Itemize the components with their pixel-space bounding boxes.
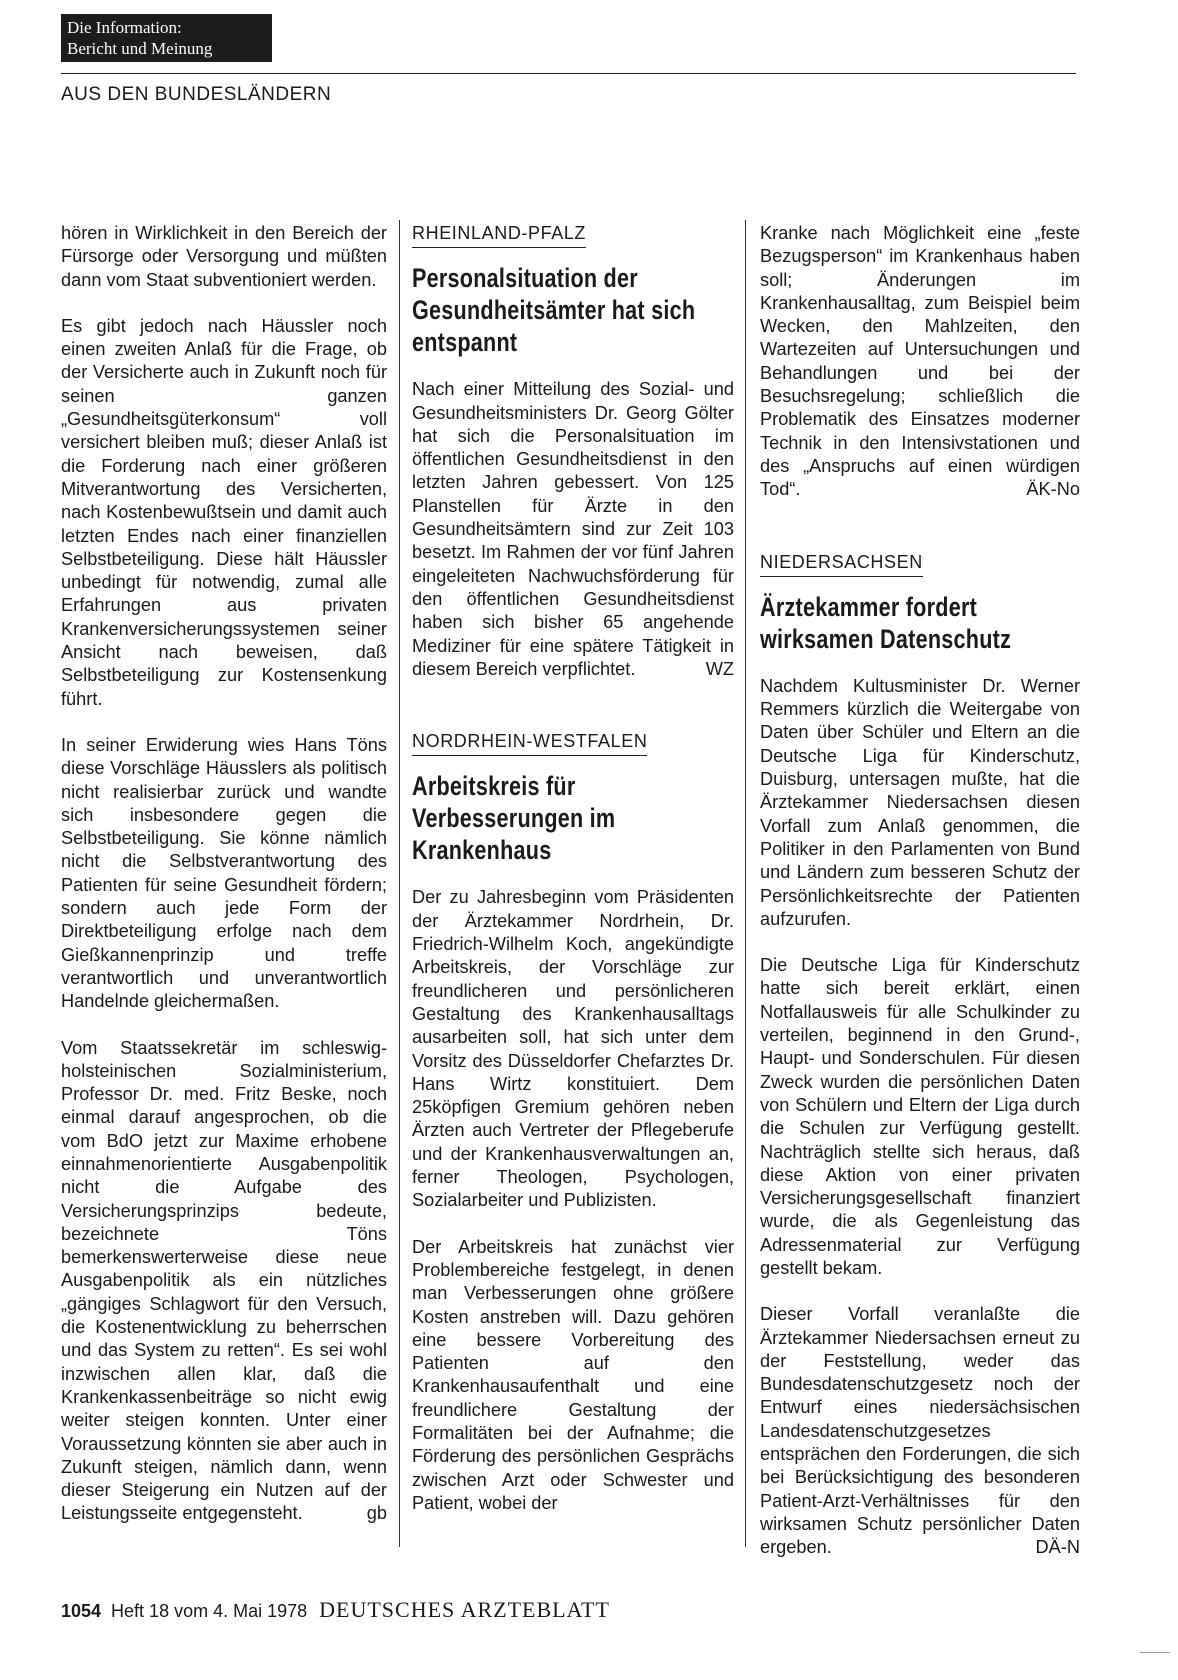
- footer-mark: [1140, 1652, 1170, 1653]
- paragraph-text: Dieser Vorfall veranlaßte die Ärztekammer Niedersachsen erneut zu der Feststellung, weder das Bundesdatenschutzgesetz noch der Entwurf eines niedersächsischen Landesdatenschutzgesetzes entsprächen den Forderungen, die sich bei Berücksichtigung des besonderen Patient-Arzt-Verhältnisses für den wirksamen Schutz persönlicher Daten ergeben.: [760, 1304, 1080, 1558]
- paragraph: [412, 378, 734, 681]
- article-title: Personalsituation der Gesundheitsämter hat sich entspannt: [412, 263, 696, 358]
- column-1: [61, 222, 387, 1526]
- paragraph-text: Nach einer Mitteilung des Sozial- und Gesundheitsministers Dr. Georg Gölter hat sich die Personalsituation im öffentlichen Gesundheitsdienst in den letzten Jahren gebessert. Von 125 Planstellen für Ärzte in den Gesundheitsämtern sind zur Zeit 103 besetzt. Im Rahmen der vor fünf Jahren eingeleiteten Nachwuchsförderung für den öffentlichen Gesundheitsdienst haben sich bisher 65 angehende Mediziner für eine spätere Tätigkeit in diesem Bereich verpflichtet.: [412, 379, 734, 679]
- paragraph: [760, 1303, 1080, 1559]
- spacer: [412, 704, 734, 730]
- magazine-name: DEUTSCHES ARZTEBLATT: [319, 1597, 610, 1622]
- paragraph: In seiner Erwiderung wies Hans Töns diese Vorschläge Häusslers als politisch nicht realisierbar zurück und wandte sich insbesondere gegen die Selbstbeteiligung. Sie könne nämlich nicht die Selbstverantwortung des Patienten für seine Gesundheit fördern; sondern auch jede Form der Direktbeteiligung erfolge nach dem Gießkannenprinzip und treffe verantwortlich und unverantwortlich Handelnde gleichermaßen.: [61, 734, 387, 1012]
- region-label: NORDRHEIN-WESTFALEN: [412, 730, 647, 756]
- paragraph: Der zu Jahresbeginn vom Präsidenten der Ärztekammer Nordrhein, Dr. Friedrich-Wilhelm Koch, angekündigte Arbeitskreis, der Vorschläge zur freundlicheren und persönlicheren Gestaltung des Krankenhausalltags ausarbeiten soll, hat sich unter dem Vorsitz des Düsseldorfer Chefarztes Dr. Hans Wirtz konstituiert. Dem 25köpfigen Gremium gehören neben Ärzten auch Vertreter der Pflegeberufe und der Krankenhausverwaltungen an, ferner Theologen, Psychologen, Sozialarbeiter und Publizisten.: [412, 887, 734, 1211]
- paragraph-text: Kranke nach Möglichkeit eine „feste Bezugsperson“ im Krankenhaus haben soll; Änderungen im Krankenhausalltag, zum Beispiel beim Wecken, den Mahlzeiten, den Wartezeiten auf Untersuchungen und Behandlungen und bei der Besuchsregelung; schließlich die Problematik des Einsatzes moderner Technik in den Intensivstationen und des „Anspruchs auf einen würdigen Tod“.: [760, 223, 1080, 500]
- rubric-line-2: Bericht und Meinung: [67, 39, 213, 58]
- region-label: RHEINLAND-PFALZ: [412, 222, 586, 248]
- region-label: NIEDERSACHSEN: [760, 551, 923, 577]
- column-3: [760, 222, 1080, 1560]
- paragraph: Nachdem Kultusminister Dr. Werner Remmers kürzlich die Weitergabe von Daten über Schüler und Eltern an die Deutsche Liga für Kinderschutz, Duisburg, untersagen mußte, hat die Ärztekammer Niedersachsen diesen Vorfall zum Anlaß genommen, die Politiker in den Parlamenten von Bund und Ländern zum besseren Schutz der Persönlichkeitsrechte der Patienten aufzurufen.: [760, 675, 1080, 929]
- author-signature: DÄ-N: [1035, 1537, 1080, 1558]
- rubric-box: [61, 14, 272, 62]
- paragraph-text: Vom Staatssekretär im schleswig-holsteinischen Sozialministerium, Professor Dr. med. Fritz Beske, noch einmal darauf angesprochen, ob die vom BdO jetzt zur Maxime erhobene einnahmenorientierte Ausgabenpolitik nicht die Aufgabe des Versicherungsprinzips bedeute, bezeichnete Töns bemerkenswerterweise diese neue Ausgabenpolitik als ein nützliches „gängiges Schlagwort für den Versuch, die Kostenentwicklung zu beherrschen und das System zu retten“. Es sei wohl inzwischen allen klar, daß die Krankenkassenbeiträge so nicht ewig weiter steigen konnten. Unter einer Voraussetzung könnten sie aber auch in Zukunft steigen, nämlich dann, wenn dieser Steigerung ein Nutzen auf der Leistungsseite entgegensteht.: [61, 1037, 387, 1524]
- author-signature: ÄK-No: [1026, 479, 1080, 500]
- rubric-line-1: Die Information:: [67, 18, 182, 37]
- author-signature: WZ: [705, 658, 734, 679]
- article-title: Arbeitskreis für Verbesserungen im Krankenhaus: [412, 771, 616, 866]
- author-signature: gb: [366, 1503, 387, 1524]
- section-label: AUS DEN BUNDESLÄNDERN: [61, 84, 332, 105]
- paragraph: hören in Wirklichkeit in den Bereich der Fürsorge oder Versorgung und müßten dann vom Staat subventioniert werden.: [61, 223, 387, 290]
- paragraph: [760, 222, 1080, 502]
- header-rule: [61, 73, 1076, 74]
- spacer: [760, 525, 1080, 551]
- paragraph: Es gibt jedoch nach Häussler noch einen zweiten Anlaß für die Frage, ob der Versicherte auch in Zukunft noch für seinen ganzen „Gesundheitsgüterkonsum“ voll versichert bleiben muß; dieser Anlaß ist die Forderung nach einer größeren Mitverantwortung des Versicherten, nach Kostenbewußtsein und damit auch letzten Endes nach einer finanziellen Selbstbeteiligung. Diese hält Häussler unbedingt für notwendig, zumal alle Erfahrungen aus privaten Krankenversicherungssystemen seiner Ansicht nach beweisen, daß Selbstbeteiligung zur Kostensenkung führt.: [61, 315, 387, 709]
- article-title: Ärztekammer fordert wirksamen Datenschutz: [760, 591, 1012, 654]
- paragraph: [61, 1037, 387, 1526]
- paragraph: Die Deutsche Liga für Kinderschutz hatte sich bereit erklärt, einen Notfallausweis für alle Schulkinder zu verteilen, beginnend in den Grund-, Haupt- und Sonderschulen. Für diesen Zweck wurden die persönlichen Daten von Schülern und Eltern der Liga durch die Schulen zur Verfügung gestellt. Nachträglich stellte sich heraus, daß diese Aktion von einer privaten Versicherungsgesellschaft finanziert wurde, die als Gegenleistung das Adressenmaterial zur Verfügung gestellt bekam.: [760, 955, 1080, 1278]
- column-divider: [399, 220, 400, 1547]
- page-footer: [61, 1597, 610, 1623]
- page-number: 1054: [61, 1601, 102, 1621]
- column-2: [412, 222, 734, 1515]
- issue-info: Heft 18 vom 4. Mai 1978: [111, 1601, 308, 1621]
- column-divider: [745, 220, 746, 1547]
- paragraph: Der Arbeitskreis hat zunächst vier Problembereiche festgelegt, in denen man Verbesserungen ohne größere Kosten anstreben will. Dazu gehören eine bessere Vorbereitung des Patienten auf den Krankenhausaufenthalt und eine freundlichere Gestaltung der Formalitäten bei der Aufnahme; die Förderung des persönlichen Gesprächs zwischen Arzt oder Schwester und Patient, wobei der: [412, 1236, 734, 1513]
